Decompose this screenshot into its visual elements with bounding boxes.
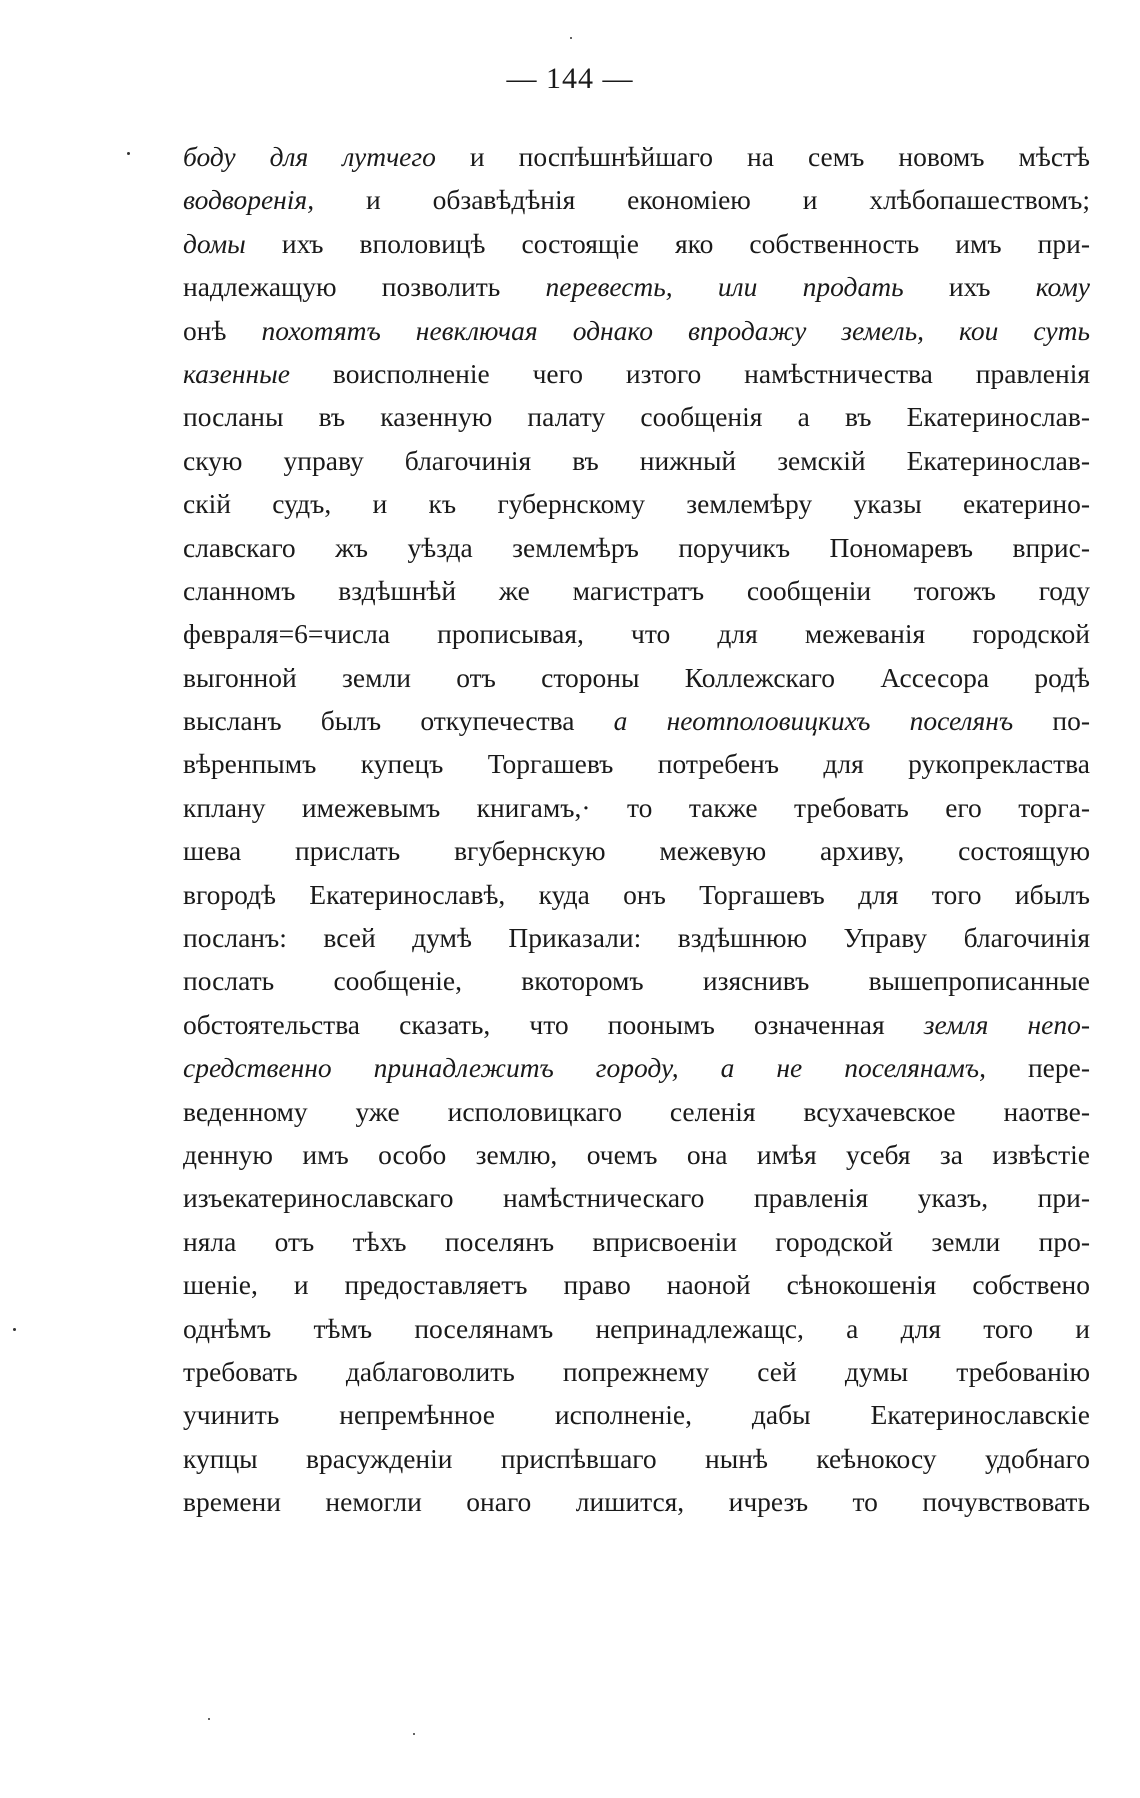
text-line — [183, 309, 1090, 352]
text-line — [183, 656, 1090, 699]
text-segment: ихъ — [903, 271, 1036, 303]
text-segment: ихъ вполовицѣ состоящіе яко собственность имъ при- — [245, 227, 1090, 259]
text-segment: шеніе, и предоставляетъ право наоной сѣнокошенія собствено — [183, 1269, 1090, 1301]
scan-speck — [208, 1718, 210, 1720]
text-segment: кплану имежевымъ книгамъ,· то также требовать его торга- — [183, 791, 1090, 823]
text-segment: изъекатеринославскаго намѣстническаго правленія указъ, при- — [183, 1182, 1090, 1214]
text-line — [183, 395, 1090, 438]
text-line — [183, 265, 1090, 308]
text-segment: надлежащую позволить — [183, 271, 546, 303]
text-line — [183, 526, 1090, 569]
text-line — [183, 829, 1090, 872]
italic-text-segment: похотятъ невключая однако впродажу земель, кои суть — [261, 314, 1090, 346]
text-line — [183, 1350, 1090, 1393]
text-line — [183, 1090, 1090, 1133]
text-line — [183, 873, 1090, 916]
text-segment: учинить непремѣнное исполненіе, дабы Екатеринославскіе — [183, 1399, 1090, 1431]
text-line — [183, 1176, 1090, 1219]
text-segment: февраля=6=числа прописывая, что для межеванія городской — [183, 618, 1090, 650]
text-line — [183, 1133, 1090, 1176]
text-line — [183, 612, 1090, 655]
text-line — [183, 1046, 1090, 1089]
italic-text-segment: перевесть, или продать — [545, 271, 904, 303]
text-line — [183, 569, 1090, 612]
text-segment: денную имъ особо землю, очемъ она имѣя усебя за извѣстіе — [183, 1138, 1090, 1170]
scan-speck — [127, 152, 130, 155]
italic-text-segment: а неотполовицкихъ поселянъ — [613, 705, 1014, 737]
italic-text-segment: казенные — [183, 357, 290, 389]
text-segment: славскаго жъ уѣзда землемѣръ поручикъ Пономаревъ вприс- — [183, 531, 1090, 563]
scan-speck — [570, 37, 572, 39]
text-line — [183, 699, 1090, 742]
page-number: — 144 — — [506, 62, 634, 95]
text-segment: посланъ: всей думѣ Приказали: вздѣшнюю Управу благочинія — [183, 922, 1090, 954]
text-line — [183, 1220, 1090, 1263]
italic-text-segment: земля непо- — [923, 1008, 1090, 1040]
text-segment: посланы въ казенную палату сообщенія а въ Екатеринослав- — [183, 401, 1090, 433]
text-segment: вѣренпымъ купецъ Торгашевъ потребенъ для рукопрекластва — [183, 748, 1090, 780]
scan-speck — [413, 1733, 415, 1735]
body-text — [183, 135, 1090, 1524]
text-line — [183, 742, 1090, 785]
text-segment: скій судъ, и къ губернскому землемѣру указы екатерино- — [183, 488, 1090, 520]
text-line — [183, 222, 1090, 265]
text-line — [183, 1437, 1090, 1480]
text-segment: воисполненіе чего изтого намѣстничества правленія — [289, 357, 1090, 389]
text-line — [183, 482, 1090, 525]
italic-text-segment: кому — [1035, 271, 1090, 303]
text-line — [183, 178, 1090, 221]
text-segment: обстоятельства сказать, что поонымъ означенная — [183, 1008, 924, 1040]
text-line — [183, 439, 1090, 482]
text-line — [183, 1263, 1090, 1306]
italic-text-segment: домы — [183, 227, 246, 259]
text-line — [183, 1003, 1090, 1046]
italic-text-segment: водворенія, — [183, 184, 315, 216]
text-line — [183, 352, 1090, 395]
italic-text-segment: боду для лутчего — [183, 141, 436, 172]
text-segment: высланъ былъ откупечества — [183, 705, 614, 737]
italic-text-segment: средственно принадлежитъ городу, а не поселянамъ, — [183, 1052, 986, 1084]
text-line — [183, 1480, 1090, 1523]
text-line — [183, 916, 1090, 959]
text-line — [183, 786, 1090, 829]
text-line — [183, 135, 1090, 178]
text-line — [183, 1393, 1090, 1436]
text-segment: требовать даблаговолить попрежнему сей думы требованію — [183, 1355, 1090, 1387]
text-segment: веденному уже исполовицкаго селенія всухачевское наотве- — [183, 1095, 1090, 1127]
text-segment: сланномъ вздѣшнѣй же магистратъ сообщеніи тогожъ году — [183, 574, 1090, 606]
text-segment: шева прислать вгубернскую межевую архиву, состоящую — [183, 835, 1090, 867]
text-line — [183, 1307, 1090, 1350]
text-segment: и поспѣшнѣйшаго на семъ новомъ мѣстѣ — [435, 141, 1090, 172]
text-segment: онѣ — [183, 314, 262, 346]
text-segment: пере- — [985, 1052, 1090, 1084]
text-line — [183, 959, 1090, 1002]
text-segment: и обзавѣдѣнія економіею и хлѣбопашествомъ; — [314, 184, 1090, 216]
scan-speck — [13, 1328, 16, 1331]
text-segment: по- — [1013, 705, 1090, 737]
text-segment: купцы врасужденіи приспѣвшаго нынѣ кеѣнокосу удобнаго — [183, 1442, 1090, 1474]
text-segment: няла отъ тѣхъ поселянъ вприсвоеніи городской земли про- — [183, 1225, 1090, 1257]
text-segment: скую управу благочинія въ нижный земскій Екатеринослав- — [183, 444, 1090, 476]
text-segment: времени немогли онаго лишится, ичрезъ то почувствовать — [183, 1486, 1090, 1518]
text-segment: выгонной земли отъ стороны Коллежскаго Ассесора родѣ — [183, 661, 1090, 693]
text-segment: послать сообщеніе, вкоторомъ изяснивъ вышепрописанные — [183, 965, 1090, 997]
text-segment: вгородѣ Екатеринославѣ, куда онъ Торгашевъ для того ибылъ — [183, 878, 1090, 910]
text-segment: однѣмъ тѣмъ поселянамъ непринадлежащс, а для того и — [183, 1312, 1090, 1344]
